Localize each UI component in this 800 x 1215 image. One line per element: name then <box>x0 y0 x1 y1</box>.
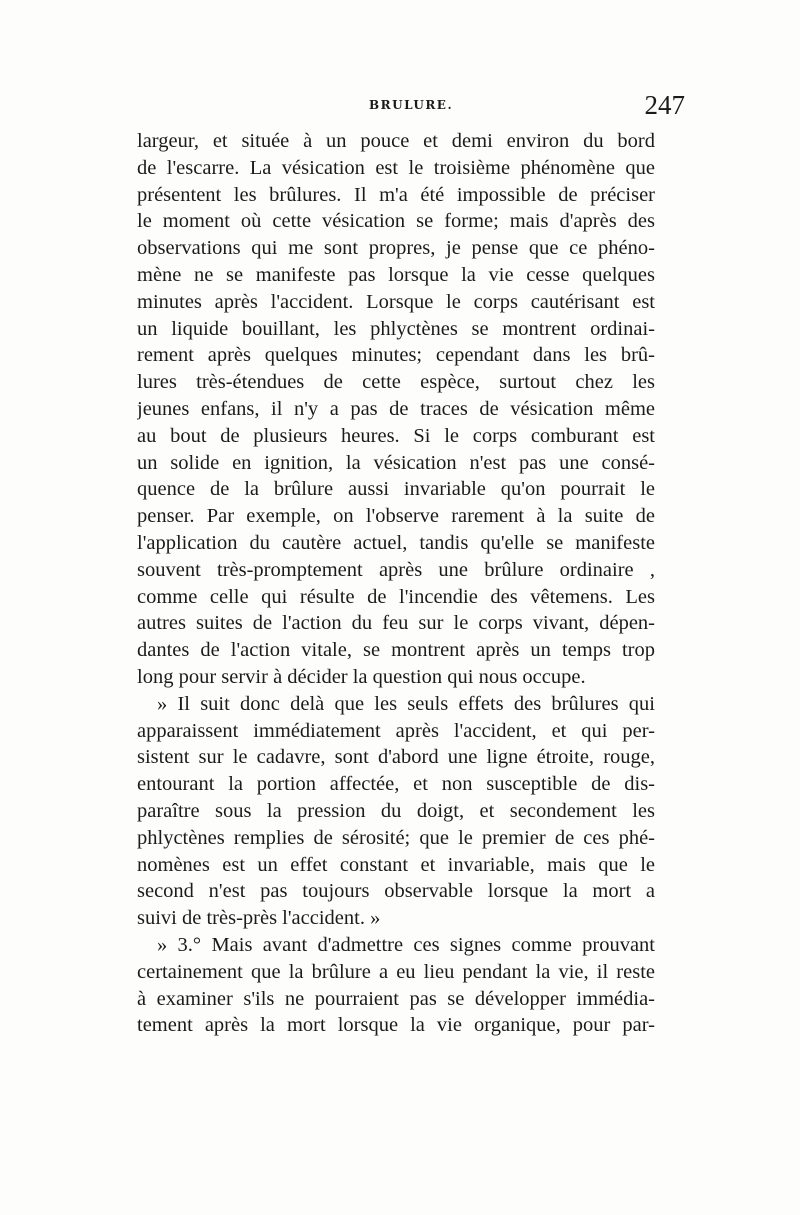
text-line: tement après la mort lorsque la vie organique, pour par- <box>137 1014 655 1037</box>
text-line: observations qui me sont propres, je pense que ce phéno- <box>137 237 655 260</box>
text-line: souvent très-promptement après une brûlure ordinaire , <box>137 558 655 581</box>
text-line: penser. Par exemple, on l'observe rarement à la suite de <box>137 505 655 528</box>
text-line: l'application du cautère actuel, tandis qu'elle se manifeste <box>137 531 655 554</box>
running-head-title: BRULURE. <box>369 98 454 112</box>
text-line: lures très-étendues de cette espèce, surtout chez les <box>137 371 655 394</box>
text-line: de l'escarre. La vésication est le troisième phénomène que <box>137 156 655 179</box>
text-line: autres suites de l'action du feu sur le corps vivant, dépen- <box>137 612 655 635</box>
text-line: mène ne se manifeste pas lorsque la vie cesse quelques <box>137 263 655 286</box>
text-line: long pour servir à décider la question qui nous occupe. <box>137 665 586 688</box>
text-line: » Il suit donc delà que les seuls effets des brûlures qui <box>157 692 655 715</box>
body-text <box>137 128 655 1039</box>
text-line: suivi de très-près l'accident. » <box>137 907 381 930</box>
running-head <box>135 90 685 120</box>
text-line: quence de la brûlure aussi invariable qu'on pourrait le <box>137 478 655 501</box>
text-line: jeunes enfans, il n'y a pas de traces de vésication même <box>137 397 655 420</box>
text-line: certainement que la brûlure a eu lieu pendant la vie, il reste <box>137 960 655 983</box>
text-line: apparaissent immédiatement après l'accident, et qui per- <box>137 719 655 742</box>
text-line: présentent les brûlures. Il m'a été impossible de préciser <box>137 183 655 206</box>
text-line: largeur, et située à un pouce et demi environ du bord <box>137 130 655 152</box>
text-line: phlyctènes remplies de sérosité; que le premier de ces phé- <box>137 826 655 849</box>
text-line: le moment où cette vésication se forme; mais d'après des <box>137 210 655 233</box>
text-line: à examiner s'ils ne pourraient pas se développer immédia- <box>137 987 655 1010</box>
text-line: paraître sous la pression du doigt, et secondement les <box>137 799 655 822</box>
text-line: sistent sur le cadavre, sont d'abord une ligne étroite, rouge, <box>137 746 655 769</box>
text-line: » 3.° Mais avant d'admettre ces signes comme prouvant <box>157 933 655 956</box>
text-line: comme celle qui résulte de l'incendie des vêtemens. Les <box>137 585 655 608</box>
page-number: 247 <box>644 90 685 120</box>
text-line: un solide en ignition, la vésication n'est pas une consé- <box>137 451 655 474</box>
text-line: un liquide bouillant, les phlyctènes se montrent ordinai- <box>137 317 655 340</box>
text-line: rement après quelques minutes; cependant dans les brû- <box>137 344 655 367</box>
text-line: entourant la portion affectée, et non susceptible de dis- <box>137 773 655 796</box>
text-line: au bout de plusieurs heures. Si le corps comburant est <box>137 424 655 447</box>
text-line: second n'est pas toujours observable lorsque la mort a <box>137 880 655 903</box>
text-line: nomènes est un effet constant et invariable, mais que le <box>137 853 655 876</box>
text-line: minutes après l'accident. Lorsque le corps cautérisant est <box>137 290 655 313</box>
text-line: dantes de l'action vitale, se montrent après un temps trop <box>137 639 655 662</box>
